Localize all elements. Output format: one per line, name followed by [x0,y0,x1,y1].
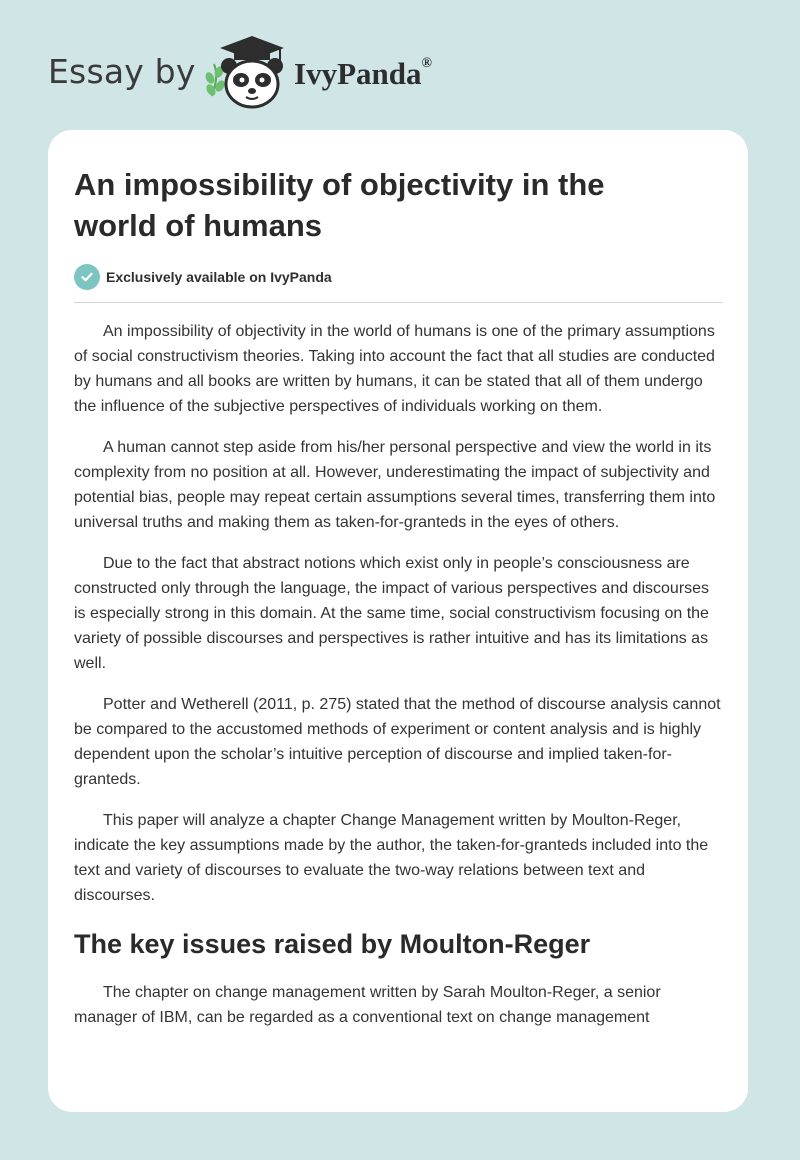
registered-mark: ® [421,55,432,71]
exclusive-badge-label: Exclusively available on IvyPanda [106,269,332,285]
paragraph: A human cannot step aside from his/her personal perspective and view the world in its complexity from no position at all. However, underestimating the impact of subjectivity and potential bias, people may repeat certain assumptions several times, transferring them into universal truths and making them as taken-for-granteds in the eyes of others. [74,439,716,531]
brand-name[interactable] [294,56,432,92]
paragraph: An impossibility of objectivity in the world of humans is one of the primary assumptions of social constructivism theories. Taking into account the fact that all studies are conducted by humans and all books are written by humans, it can be stated that all of them undergo the influence of the subjective perspectives of individuals working on them. [74,323,715,415]
paragraph: The chapter on change management written by Sarah Moulton-Reger, a senior manager of IBM, can be regarded as a conventional text on change management [74,984,661,1026]
divider [74,302,723,303]
site-header [48,30,748,110]
check-circle-icon [74,264,100,290]
paragraph: This paper will analyze a chapter Change Management written by Moulton-Reger, indicate the key assumptions made by the author, the taken-for-granteds included into the text and variety of discourses to evaluate the two-way relations between text and discourses. [74,812,709,904]
panda-logo-icon[interactable] [202,34,288,110]
essay-by-label: Essay by [48,52,196,91]
exclusive-badge [74,264,332,290]
essay-card [48,130,748,1112]
paragraph: Potter and Wetherell (2011, p. 275) stated that the method of discourse analysis cannot be compared to the accustomed methods of experiment or content analysis and is highly dependent upon the scholar’s intuitive perception of discourse and implied taken-for-granteds. [74,696,721,788]
essay-title: An impossibility of objectivity in the world of humans [74,167,605,243]
brand-text: IvyPanda [294,56,422,91]
essay-body [74,319,722,1046]
paragraph: Due to the fact that abstract notions which exist only in people’s consciousness are constructed only through the language, the impact of various perspectives and discourses is especially strong in this domain. At the same time, social constructivism focusing on the variety of possible discourses and perspectives is rather intuitive and has its limitations as well. [74,555,710,672]
section-heading: The key issues raised by Moulton-Reger [74,929,591,959]
